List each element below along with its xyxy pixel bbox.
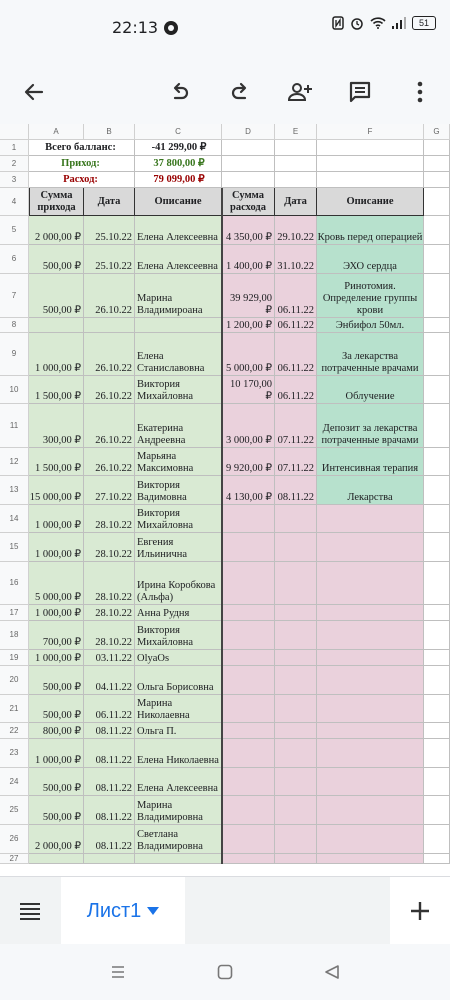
expense-amount-cell[interactable] [222, 768, 275, 796]
income-desc-cell[interactable]: OlyaOs [135, 650, 222, 666]
row-header[interactable]: 14 [0, 505, 29, 533]
expense-date-cell[interactable] [275, 562, 317, 605]
income-desc-cell[interactable]: Елена Станиславовна [135, 333, 222, 376]
row-header[interactable]: 2 [0, 156, 29, 172]
income-date-cell[interactable]: 08.11.22 [84, 796, 135, 825]
income-desc-cell[interactable]: Екатерина Андреевна [135, 404, 222, 448]
expense-amount-cell[interactable] [222, 621, 275, 650]
income-amount-cell[interactable]: 1 000,00 ₽ [29, 505, 84, 533]
income-desc-cell[interactable]: Ирина Коробкова (Альфа) [135, 562, 222, 605]
income-date-cell[interactable]: 08.11.22 [84, 739, 135, 768]
expense-desc-cell[interactable] [317, 621, 424, 650]
income-amount-cell[interactable]: 500,00 ₽ [29, 796, 84, 825]
expense-desc-cell[interactable]: За лекарства потраченные врачами [317, 333, 424, 376]
cell[interactable] [424, 318, 450, 333]
income-date-cell[interactable]: 08.11.22 [84, 768, 135, 796]
expense-amount-cell[interactable] [222, 723, 275, 739]
cell[interactable] [424, 768, 450, 796]
row-header[interactable]: 11 [0, 404, 29, 448]
income-sum-header[interactable]: Сумма прихода [29, 188, 84, 216]
alarm-icon [350, 16, 364, 30]
expense-desc-cell[interactable] [317, 695, 424, 723]
income-date-cell[interactable]: 26.10.22 [84, 274, 135, 318]
row-header[interactable]: 26 [0, 825, 29, 854]
cell[interactable] [424, 333, 450, 376]
expense-amount-cell[interactable] [222, 825, 275, 854]
undo-icon [168, 80, 192, 104]
income-amount-cell[interactable]: 1 500,00 ₽ [29, 448, 84, 476]
comments-button[interactable] [340, 72, 380, 112]
expense-amount-cell[interactable] [222, 505, 275, 533]
row-header[interactable]: 17 [0, 605, 29, 621]
cell[interactable] [317, 172, 424, 188]
nfc-icon [332, 16, 344, 30]
column-header-c[interactable]: C [135, 124, 222, 140]
row-header[interactable]: 22 [0, 723, 29, 739]
share-button[interactable] [280, 72, 320, 112]
expense-amount-cell[interactable] [222, 796, 275, 825]
income-date-header[interactable]: Дата [84, 188, 135, 216]
income-desc-cell[interactable]: Елена Николаевна [135, 739, 222, 768]
corner-cell [0, 124, 29, 140]
row-header[interactable]: 23 [0, 739, 29, 768]
column-header-a[interactable]: A [29, 124, 84, 140]
income-date-cell[interactable]: 27.10.22 [84, 476, 135, 505]
income-amount-cell[interactable]: 1 000,00 ₽ [29, 605, 84, 621]
income-date-cell[interactable]: 28.10.22 [84, 505, 135, 533]
income-date-cell[interactable]: 28.10.22 [84, 562, 135, 605]
expense-amount-cell[interactable] [222, 605, 275, 621]
income-desc-header[interactable]: Описание [135, 188, 222, 216]
cell[interactable] [222, 140, 275, 156]
expense-date-cell[interactable]: 07.11.22 [275, 404, 317, 448]
row-header[interactable]: 18 [0, 621, 29, 650]
expense-date-cell[interactable]: 06.11.22 [275, 376, 317, 404]
column-header-d[interactable]: D [222, 124, 275, 140]
income-amount-cell[interactable]: 500,00 ₽ [29, 245, 84, 274]
expense-date-cell[interactable]: 06.11.22 [275, 318, 317, 333]
income-amount-cell[interactable]: 500,00 ₽ [29, 695, 84, 723]
expense-date-header[interactable]: Дата [275, 188, 317, 216]
expense-desc-cell[interactable]: Ринотомия. Определение группы крови [317, 274, 424, 318]
expense-desc-cell[interactable] [317, 562, 424, 605]
back-button[interactable] [14, 72, 54, 112]
row-header[interactable]: 19 [0, 650, 29, 666]
expense-date-cell[interactable] [275, 650, 317, 666]
spreadsheet-grid[interactable] [0, 124, 450, 876]
cell[interactable] [424, 825, 450, 854]
cell[interactable] [424, 188, 450, 216]
row-header[interactable]: 25 [0, 796, 29, 825]
cell[interactable] [424, 666, 450, 695]
income-amount-cell[interactable]: 1 500,00 ₽ [29, 376, 84, 404]
section-divider [221, 188, 223, 864]
income-date-cell[interactable]: 26.10.22 [84, 448, 135, 476]
expense-date-cell[interactable]: 08.11.22 [275, 476, 317, 505]
income-amount-cell[interactable]: 15 000,00 ₽ [29, 476, 84, 505]
cell[interactable] [222, 156, 275, 172]
income-desc-cell[interactable]: Виктория Михайловна [135, 505, 222, 533]
expense-date-cell[interactable] [275, 854, 317, 864]
expense-date-cell[interactable]: 31.10.22 [275, 245, 317, 274]
person-add-icon [287, 80, 313, 104]
expense-amount-cell[interactable] [222, 666, 275, 695]
cell[interactable] [424, 650, 450, 666]
column-header-f[interactable]: F [317, 124, 424, 140]
row-header[interactable]: 24 [0, 768, 29, 796]
cell[interactable] [275, 140, 317, 156]
row-header[interactable]: 1 [0, 140, 29, 156]
income-date-cell[interactable]: 26.10.22 [84, 333, 135, 376]
row-header[interactable]: 10 [0, 376, 29, 404]
income-amount-cell[interactable]: 500,00 ₽ [29, 666, 84, 695]
column-header-b[interactable]: B [84, 124, 135, 140]
expense-desc-cell[interactable]: Энбифол 50мл. [317, 318, 424, 333]
system-back-button[interactable] [320, 960, 344, 984]
expense-amount-cell[interactable]: 3 000,00 ₽ [222, 404, 275, 448]
expense-desc-cell[interactable] [317, 796, 424, 825]
expense-amount-cell[interactable]: 4 350,00 ₽ [222, 216, 275, 245]
expense-date-cell[interactable] [275, 825, 317, 854]
income-date-cell[interactable] [84, 318, 135, 333]
row-header[interactable]: 3 [0, 172, 29, 188]
income-amount-cell[interactable]: 2 000,00 ₽ [29, 825, 84, 854]
income-desc-cell[interactable]: Анна Рудня [135, 605, 222, 621]
wifi-icon [370, 17, 386, 29]
expense-date-cell[interactable] [275, 739, 317, 768]
cell[interactable] [424, 621, 450, 650]
income-desc-cell[interactable]: Елена Алексеевна [135, 216, 222, 245]
expense-date-cell[interactable] [275, 666, 317, 695]
cell[interactable] [424, 140, 450, 156]
column-header-g[interactable]: G [424, 124, 450, 140]
cell[interactable] [424, 156, 450, 172]
income-desc-cell[interactable] [135, 318, 222, 333]
row-header[interactable]: 9 [0, 333, 29, 376]
income-value[interactable]: 37 800,00 ₽ [135, 156, 222, 172]
expense-desc-cell[interactable] [317, 666, 424, 695]
cell[interactable] [424, 533, 450, 562]
recents-button[interactable] [106, 960, 130, 984]
income-desc-cell[interactable]: Марина Владимировна [135, 796, 222, 825]
row-header[interactable]: 7 [0, 274, 29, 318]
income-amount-cell[interactable]: 2 000,00 ₽ [29, 216, 84, 245]
income-amount-cell[interactable]: 1 000,00 ₽ [29, 739, 84, 768]
expense-date-cell[interactable] [275, 723, 317, 739]
income-amount-cell[interactable]: 500,00 ₽ [29, 274, 84, 318]
income-desc-cell[interactable]: Елена Алексеевна [135, 245, 222, 274]
cell[interactable] [424, 854, 450, 864]
income-desc-cell[interactable]: Светлана Владимировна [135, 825, 222, 854]
expense-date-cell[interactable] [275, 621, 317, 650]
triangle-back-icon [324, 964, 340, 980]
expense-desc-cell[interactable]: Депозит за лекарства потраченные врачами [317, 404, 424, 448]
income-desc-cell[interactable]: Марина Николаевна [135, 695, 222, 723]
expense-amount-cell[interactable] [222, 739, 275, 768]
income-amount-cell[interactable]: 5 000,00 ₽ [29, 562, 84, 605]
cell[interactable] [424, 723, 450, 739]
expense-date-cell[interactable]: 06.11.22 [275, 274, 317, 318]
expense-desc-cell[interactable] [317, 505, 424, 533]
chrome-icon [164, 21, 178, 35]
expense-amount-cell[interactable] [222, 533, 275, 562]
income-date-cell[interactable]: 25.10.22 [84, 216, 135, 245]
row-header[interactable]: 20 [0, 666, 29, 695]
expense-amount-cell[interactable] [222, 650, 275, 666]
signal-icon [392, 17, 406, 29]
income-desc-cell[interactable]: Виктория Вадимовна [135, 476, 222, 505]
expense-amount-cell[interactable]: 4 130,00 ₽ [222, 476, 275, 505]
expense-amount-cell[interactable]: 1 200,00 ₽ [222, 318, 275, 333]
menu-icon [19, 902, 41, 920]
expense-amount-cell[interactable]: 9 920,00 ₽ [222, 448, 275, 476]
expense-date-cell[interactable] [275, 695, 317, 723]
expense-amount-cell[interactable]: 5 000,00 ₽ [222, 333, 275, 376]
expense-amount-cell[interactable] [222, 695, 275, 723]
expense-date-cell[interactable] [275, 768, 317, 796]
expense-desc-cell[interactable] [317, 825, 424, 854]
cell[interactable] [424, 505, 450, 533]
income-date-cell[interactable]: 08.11.22 [84, 825, 135, 854]
expense-desc-cell[interactable]: Облучение [317, 376, 424, 404]
expense-desc-cell[interactable] [317, 650, 424, 666]
status-icons [332, 16, 436, 30]
add-sheet-button[interactable] [390, 877, 450, 945]
row-header[interactable]: 6 [0, 245, 29, 274]
status-bar [0, 0, 450, 60]
expense-desc-cell[interactable] [317, 723, 424, 739]
income-amount-cell[interactable]: 800,00 ₽ [29, 723, 84, 739]
expense-desc-cell[interactable]: Лекарства [317, 476, 424, 505]
home-icon [217, 964, 233, 980]
total-balance-label[interactable]: Всего балланс: [29, 140, 135, 156]
income-amount-cell[interactable] [29, 318, 84, 333]
top-toolbar [0, 60, 450, 124]
expense-amount-cell[interactable]: 10 170,00 ₽ [222, 376, 275, 404]
expense-desc-cell[interactable]: Кровь перед операцией [317, 216, 424, 245]
redo-icon [228, 80, 252, 104]
expense-sum-header[interactable]: Сумма расхода [222, 188, 275, 216]
cell[interactable] [424, 476, 450, 505]
cell[interactable] [275, 172, 317, 188]
expense-desc-cell[interactable]: ЭХО сердца [317, 245, 424, 274]
expense-value[interactable]: 79 099,00 ₽ [135, 172, 222, 188]
clock: 22:13 [112, 18, 159, 37]
income-date-cell[interactable]: 26.10.22 [84, 404, 135, 448]
total-balance-value[interactable]: -41 299,00 ₽ [135, 140, 222, 156]
expense-date-cell[interactable] [275, 533, 317, 562]
income-amount-cell[interactable]: 700,00 ₽ [29, 621, 84, 650]
expense-desc-cell[interactable] [317, 768, 424, 796]
more-button[interactable] [400, 72, 440, 112]
expense-date-cell[interactable] [275, 796, 317, 825]
all-sheets-button[interactable] [0, 877, 60, 945]
cell[interactable] [317, 140, 424, 156]
income-date-cell[interactable]: 04.11.22 [84, 666, 135, 695]
cell[interactable] [424, 216, 450, 245]
income-date-cell[interactable]: 26.10.22 [84, 376, 135, 404]
expense-desc-cell[interactable] [317, 739, 424, 768]
expense-amount-cell[interactable]: 1 400,00 ₽ [222, 245, 275, 274]
income-date-cell[interactable]: 06.11.22 [84, 695, 135, 723]
income-desc-cell[interactable]: Ольга П. [135, 723, 222, 739]
income-desc-cell[interactable] [135, 854, 222, 864]
expense-label[interactable]: Расход: [29, 172, 135, 188]
row-header[interactable]: 27 [0, 854, 29, 864]
income-desc-cell[interactable]: Марьяна Максимовна [135, 448, 222, 476]
income-date-cell[interactable]: 03.11.22 [84, 650, 135, 666]
comment-icon [348, 80, 372, 104]
expense-amount-cell[interactable]: 39 929,00 ₽ [222, 274, 275, 318]
column-header-e[interactable]: E [275, 124, 317, 140]
sheet-tab-label: Лист1 [86, 899, 142, 922]
cell[interactable] [424, 274, 450, 318]
income-amount-cell[interactable]: 1 000,00 ₽ [29, 650, 84, 666]
cell[interactable] [424, 404, 450, 448]
cell[interactable] [317, 156, 424, 172]
income-amount-cell[interactable]: 300,00 ₽ [29, 404, 84, 448]
expense-date-cell[interactable]: 07.11.22 [275, 448, 317, 476]
income-desc-cell[interactable]: Елена Алексеевна [135, 768, 222, 796]
row-header[interactable]: 5 [0, 216, 29, 245]
expense-desc-cell[interactable] [317, 533, 424, 562]
income-date-cell[interactable]: 28.10.22 [84, 605, 135, 621]
cell[interactable] [222, 172, 275, 188]
income-desc-cell[interactable]: Виктория Михайловна [135, 621, 222, 650]
income-date-cell[interactable]: 25.10.22 [84, 245, 135, 274]
recents-icon [110, 964, 126, 980]
system-nav-bar [0, 944, 450, 1000]
redo-button[interactable] [220, 72, 260, 112]
expense-amount-cell[interactable] [222, 562, 275, 605]
row-header[interactable]: 4 [0, 188, 29, 216]
row-header[interactable]: 21 [0, 695, 29, 723]
cell[interactable] [424, 796, 450, 825]
arrow-left-icon [22, 80, 46, 104]
expense-desc-cell[interactable]: Интенсивная терапия [317, 448, 424, 476]
income-date-cell[interactable]: 28.10.22 [84, 533, 135, 562]
cell[interactable] [424, 695, 450, 723]
battery-icon: 51 [412, 16, 436, 30]
cell[interactable] [424, 172, 450, 188]
income-date-cell[interactable]: 28.10.22 [84, 621, 135, 650]
expense-desc-header[interactable]: Описание [317, 188, 424, 216]
expense-date-cell[interactable] [275, 505, 317, 533]
expense-amount-cell[interactable] [222, 854, 275, 864]
expense-date-cell[interactable] [275, 605, 317, 621]
cell[interactable] [424, 562, 450, 605]
caret-down-icon [147, 907, 159, 915]
expense-date-cell[interactable]: 29.10.22 [275, 216, 317, 245]
income-amount-cell[interactable]: 500,00 ₽ [29, 768, 84, 796]
income-date-cell[interactable]: 08.11.22 [84, 723, 135, 739]
undo-button[interactable] [160, 72, 200, 112]
income-desc-cell[interactable]: Виктория Михайловна [135, 376, 222, 404]
home-button[interactable] [213, 960, 237, 984]
row-header[interactable]: 16 [0, 562, 29, 605]
income-label[interactable]: Приход: [29, 156, 135, 172]
income-desc-cell[interactable]: Ольга Борисовна [135, 666, 222, 695]
cell[interactable] [424, 605, 450, 621]
cell[interactable] [424, 245, 450, 274]
cell[interactable] [424, 739, 450, 768]
income-desc-cell[interactable]: Евгения Ильинична [135, 533, 222, 562]
expense-date-cell[interactable]: 06.11.22 [275, 333, 317, 376]
expense-desc-cell[interactable] [317, 605, 424, 621]
sheet-tab-bar [0, 876, 450, 945]
row-header[interactable]: 12 [0, 448, 29, 476]
more-vert-icon [417, 81, 423, 103]
income-amount-cell[interactable] [29, 854, 84, 864]
income-amount-cell[interactable]: 1 000,00 ₽ [29, 333, 84, 376]
income-date-cell[interactable] [84, 854, 135, 864]
expense-desc-cell[interactable] [317, 854, 424, 864]
sheet-tab-list1[interactable] [61, 877, 185, 945]
row-header[interactable]: 8 [0, 318, 29, 333]
cell[interactable] [275, 156, 317, 172]
row-header[interactable]: 15 [0, 533, 29, 562]
cell[interactable] [424, 448, 450, 476]
plus-icon [410, 901, 430, 921]
cell[interactable] [424, 376, 450, 404]
income-amount-cell[interactable]: 1 000,00 ₽ [29, 533, 84, 562]
row-header[interactable]: 13 [0, 476, 29, 505]
income-desc-cell[interactable]: Марина Владимироана [135, 274, 222, 318]
